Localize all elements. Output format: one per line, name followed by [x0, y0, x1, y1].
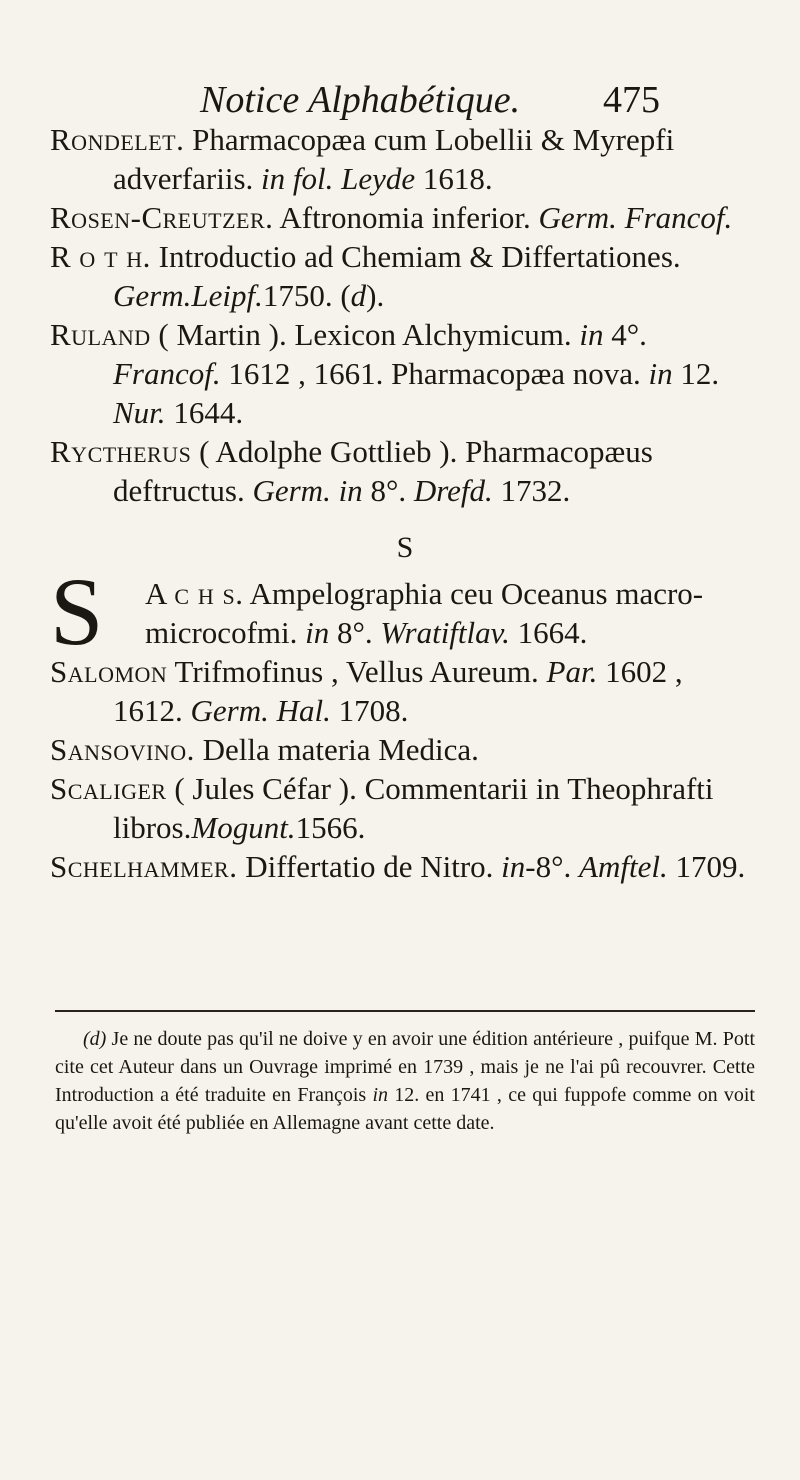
- entry-place: Germ. Francof.: [538, 200, 733, 235]
- entry-year: 1664.: [509, 615, 588, 650]
- entry-place: Wratiftlav.: [380, 615, 510, 650]
- entry-text: Introductio ad Chemiam & Differtationes.: [150, 239, 681, 274]
- running-title: Notice Alphabétique.: [200, 79, 521, 121]
- entry-name: R o t h.: [50, 239, 151, 274]
- entry-text: ( Adolphe Gottlieb ). Pharmacopæus deftructus.: [113, 434, 653, 508]
- footnote: [55, 1025, 755, 1137]
- entry-salomon: [50, 652, 760, 730]
- entry-year: 1708.: [330, 693, 409, 728]
- entry-name: Ryctherus: [50, 434, 192, 469]
- footnote-format: in: [372, 1084, 389, 1106]
- entry-place: Germ. Hal.: [190, 693, 331, 728]
- entry-place: Francof.: [113, 356, 221, 391]
- entry-list: [50, 120, 760, 886]
- entry-format: in: [305, 615, 330, 650]
- entry-name: A c h s.: [145, 576, 244, 611]
- entry-place: Nur.: [113, 395, 166, 430]
- entry-place: Germ.Leipf.: [113, 278, 263, 313]
- entry-sansovino: [50, 730, 760, 769]
- entry-name: Rondelet.: [50, 122, 185, 157]
- entry-text: 12.: [672, 356, 720, 391]
- entry-format: in: [501, 849, 526, 884]
- entry-sachs: [50, 558, 760, 665]
- entry-place: Mogunt.: [191, 810, 296, 845]
- footnote-text-rest: 12. en 1741 , ce qui fuppofe comme on voit qu'elle avoit été publiée en Allemagne avant cette date.: [55, 1084, 755, 1134]
- entry-text: ).: [366, 278, 385, 313]
- entry-place: in fol. Leyde: [261, 161, 416, 196]
- entry-scaliger: [50, 769, 760, 847]
- entry-year: 1566.: [295, 810, 366, 845]
- entry-name: Sansovino.: [50, 732, 195, 767]
- entry-format: in: [648, 356, 673, 391]
- entry-name: Schelhammer.: [50, 849, 238, 884]
- entry-name: Scaliger: [50, 771, 167, 806]
- entry-text: 8°.: [362, 473, 414, 508]
- entry-text: 1612 , 1661. Pharmacopæa nova.: [220, 356, 649, 391]
- entry-place: Par.: [546, 654, 598, 689]
- footnote-mark: (d): [83, 1028, 107, 1050]
- entry-text: -8°.: [525, 849, 580, 884]
- entry-text: Della materia Medica.: [194, 732, 479, 767]
- entry-year: 1732.: [492, 473, 571, 508]
- drop-cap: S: [50, 558, 104, 665]
- entry-text: Differtatio de Nitro.: [237, 849, 502, 884]
- entry-text: 4°.: [603, 317, 647, 352]
- entry-text: 8°.: [329, 615, 381, 650]
- entry-year: 1709.: [667, 849, 746, 884]
- entry-rycther: [50, 432, 760, 510]
- entry-place: Drefd.: [413, 473, 493, 508]
- entry-name: Ruland: [50, 317, 151, 352]
- section-letter: S: [396, 531, 414, 564]
- entry-roth: [50, 237, 760, 315]
- footnote-ref: d: [350, 278, 367, 313]
- entry-text: Aftronomia inferior.: [273, 200, 539, 235]
- entry-ruland: [50, 315, 760, 432]
- entry-text: ( Jules Céfar ). Commentarii in Theophrafti libros.: [113, 771, 714, 845]
- entry-place: Amftel.: [579, 849, 668, 884]
- entry-year: 1644.: [165, 395, 244, 430]
- entry-name: Rosen-Creutzer.: [50, 200, 274, 235]
- entry-name: Salomon: [50, 654, 168, 689]
- entry-format: in: [579, 317, 604, 352]
- entry-year: 1618.: [415, 161, 493, 196]
- entry-text: Ampelographia ceu Oceanus macro-microcofmi.: [145, 576, 704, 650]
- entry-text: Trifmofinus , Vellus Aureum.: [167, 654, 547, 689]
- page-number: 475: [603, 79, 660, 121]
- entry-text: ( Martin ). Lexicon Alchymicum.: [150, 317, 580, 352]
- footnote-rule: [55, 1010, 755, 1012]
- entry-place: Germ. in: [252, 473, 363, 508]
- entry-year: 1750. (: [262, 278, 351, 313]
- entry-rosen-creutzer: [50, 198, 760, 237]
- entry-text: Pharmacopæa cum Lobellii & Myrepfi adverfariis.: [113, 122, 675, 196]
- entry-rondelet: [50, 120, 760, 198]
- entry-schelhammer: [50, 847, 760, 886]
- footnote-text: Je ne doute pas qu'il ne doive y en avoir une édition antérieure , puifque M. Pott cite cet Auteur dans un Ouvrage imprimé en 1739 , mais je ne l'ai pû recouvrer. Cette Introduction a été traduite en François: [55, 1028, 755, 1106]
- entry-text: 1602 , 1612.: [113, 654, 683, 728]
